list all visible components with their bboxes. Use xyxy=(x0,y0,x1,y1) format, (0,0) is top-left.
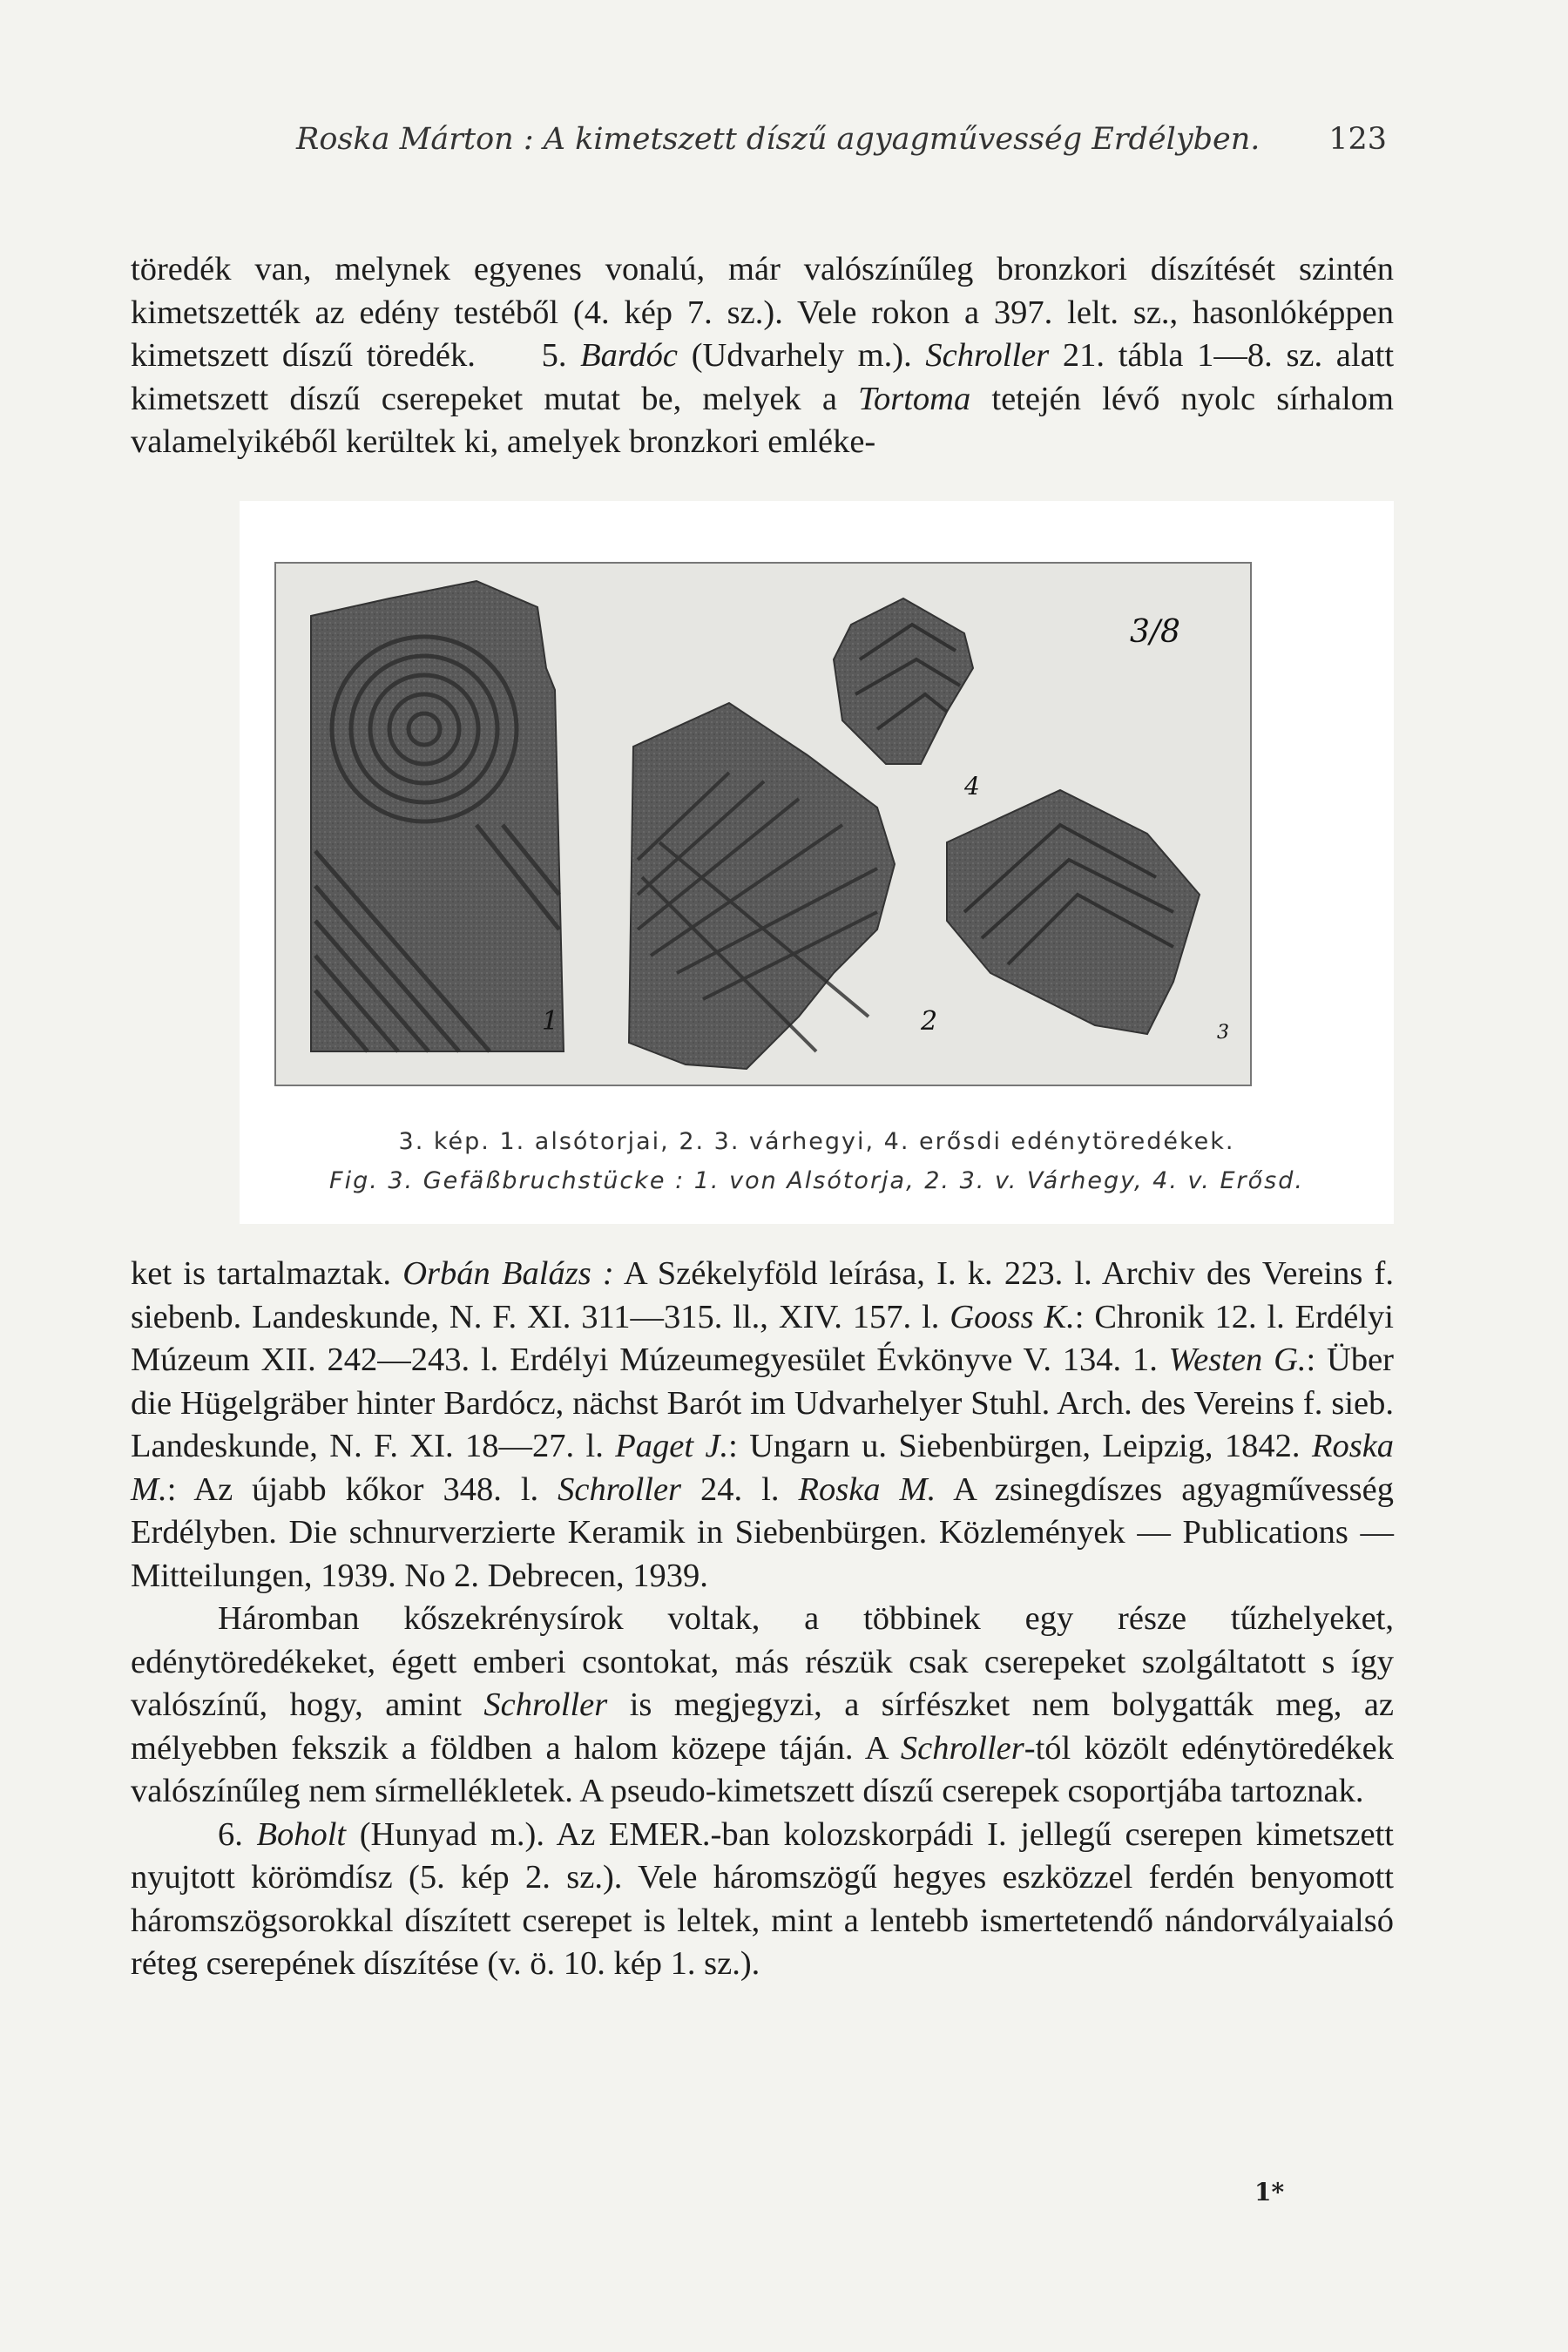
figure xyxy=(240,501,1394,1224)
label-4: 4 xyxy=(964,772,980,801)
paragraph-references: ket is tartalmaztak. Orbán Balázs : A Székelyföld leírása, I. k. 223. l. Archiv des Vereins f. siebenb. Landeskunde, N. F. XI. 311—315. ll., XIV. 157. l. Gooss K.: Chronik 12. l. Erdélyi Múzeum XII. 242—243. l. Erdélyi Múzeumegyesület Évkönyve V. 134. 1. Westen G.: Über die Hügelgräber hinter Bardócz, nächst Barót im Udvarhelyer Stuhl. Arch. des Vereins f. sieb. Landeskunde, N. F. XI. 18—27. l. Paget J.: Ungarn u. Siebenbürgen, Leipzig, 1842. Roska M.: Az újabb kőkor 348. l. Schroller 24. l. Roska M. A zsinegdíszes agyagművesség Erdélyben. Die schnurverzierte Keramik in Siebenbürgen. Közlemények — Publications — Mitteilungen, 1939. No 2. Debrecen, 1939. xyxy=(131,1255,1395,1594)
site-name: Tortoma xyxy=(858,380,971,417)
author-name: Schroller xyxy=(483,1686,608,1723)
author-name: Gooss K. xyxy=(950,1298,1075,1335)
bottom-text xyxy=(131,1253,1394,1986)
figure-photo xyxy=(274,562,1252,1086)
sherd-1 xyxy=(311,581,564,1051)
caption-german: Fig. 3. Gefäßbruchstücke : 1. von Alsótorja, 2. 3. v. Várhegy, 4. v. Erősd. xyxy=(329,1167,1304,1194)
running-title: Roska Márton : A kimetszett díszű agyagművesség Erdélyben. xyxy=(296,122,1260,157)
page-number: 123 xyxy=(1328,122,1387,157)
author-name: Paget J. xyxy=(615,1428,729,1464)
signature-mark: 1* xyxy=(1254,2178,1285,2207)
place-name: Boholt xyxy=(256,1815,347,1853)
author-name: Schroller xyxy=(558,1470,682,1508)
author-name: Schroller xyxy=(900,1729,1024,1767)
scale-fraction: 3/8 xyxy=(1130,614,1180,650)
sherds-illustration xyxy=(276,564,1250,1085)
author-name: Westen G. xyxy=(1168,1342,1307,1378)
label-2: 2 xyxy=(921,1006,938,1037)
paragraph: Háromban kőszekrénysírok voltak, a többinek egy része tűzhelyeket, edénytöredékeket, égett emberi csontokat, más részük csak cserepeket szolgáltatott s így valószínű, hogy, amint Schroller is megjegyzi, a sírfészket nem bolygatták meg, az mélyebben fekszik a földben a halom közepe táján. A Schroller-tól közölt edénytöredékek valószínűleg nem sírmellékletek. A pseudo-kimetszett díszű cserepek csoportjába tartoznak. xyxy=(131,1600,1395,1809)
paragraph: töredék van, melynek egyenes vonalú, már valószínűleg bronzkori díszítését szintén kimetszették az edény testéből (4. kép 7. sz.). Vele rokon a 397. lelt. sz., hasonlóképpen kimetszett díszű töredék. 5. Bardóc (Udvarhely m.). Schroller 21. tábla 1—8. sz. alatt kimetszett díszű cserepeket mutat be, melyek a Tortoma tetején lévő nyolc sírhalom valamelyikéből kerültek ki, amelyek bronzkori emléke- xyxy=(131,251,1395,460)
top-paragraph xyxy=(131,248,1394,464)
author-name: Orbán Balázs : xyxy=(402,1255,614,1292)
author-name: Schroller xyxy=(925,337,1050,374)
caption-hungarian: 3. kép. 1. alsótorjai, 2. 3. várhegyi, 4. erősdi edénytöredékek. xyxy=(398,1128,1235,1155)
author-name: Roska M. xyxy=(131,1428,1395,1508)
paragraph: 6. Boholt (Hunyad m.). Az EMER.-ban kolozskorpádi I. jellegű cserepen kimetszett nyujtott körömdísz (5. kép 2. sz.). Vele háromszögű hegyes eszközzel ferdén benyomott háromszögsorokkal díszített cserepet is leltek, mint a lentebb ismertetendő nándorvályaialsó réteg cserepének díszítése (v. ö. 10. kép 1. sz.). xyxy=(131,1815,1395,1982)
place-name: Bardóc xyxy=(580,337,679,374)
label-3: 3 xyxy=(1217,1022,1229,1044)
author-name: Roska M. xyxy=(798,1470,936,1508)
label-1: 1 xyxy=(542,1006,559,1037)
